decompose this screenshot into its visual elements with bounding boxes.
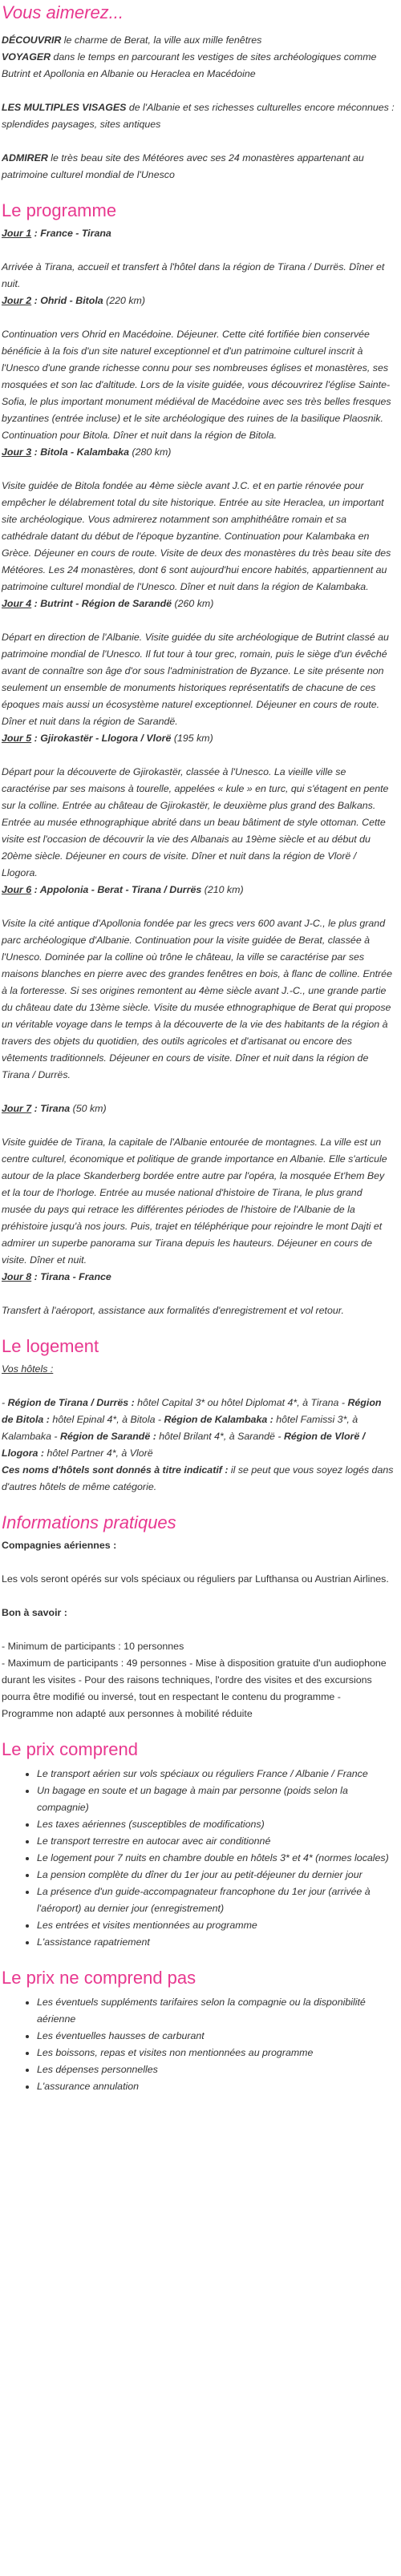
day-label: Jour 1 (2, 228, 32, 239)
day-distance: (195 km) (171, 733, 213, 744)
list-item: • Les dépenses personnelles (37, 2061, 395, 2078)
hotel-line-prefix: - (2, 1397, 8, 1408)
vous-aimerez-paragraph-3 (2, 150, 395, 184)
programme-day-title (2, 882, 395, 898)
infos-heading: Informations pratiques (2, 1512, 176, 1532)
day-label: Jour 5 (2, 733, 32, 744)
prix-comprend-list (2, 1766, 395, 1951)
programme-day-title (2, 225, 395, 242)
day-label: Jour 6 (2, 884, 32, 895)
day-description: Arrivée à Tirana, accueil et transfert à l'hôtel dans la région de Tirana / Durrës. Dîner et nuit. (2, 261, 385, 289)
day-title: : Appolonia - Berat - Tirana / Durrës (31, 884, 202, 895)
list-item: • La présence d'un guide-accompagnateur francophone du 1er jour (arrivée à l'aéroport) au dernier jour (enregistrement) (37, 1884, 395, 1917)
vous-aimerez-heading: Vous aimerez... (2, 2, 124, 22)
list-item: • Les taxes aériennes (susceptibles de modifications) (37, 1816, 395, 1833)
day-label: Jour 8 (2, 1271, 32, 1282)
vous-aimerez-section (2, 2, 395, 184)
vous-aimerez-paragraph-2 (2, 99, 395, 133)
programme-days (2, 225, 395, 1319)
day-description: Continuation vers Ohrid en Macédoine. Déjeuner. Cette cité fortifiée bien conservée bénéficie à la fois d'un site naturel exceptionnel et d'un patrimoine culturel inscrit à l'Unesco d'une grande richesse connu pour ses nombreuses églises et monastères, ses mosquées et son lac d'altitude. Lors de la visite guidée, vous découvrirez l'église Sainte-Sofia, le plus important monument médiéval de Macédoine avec ses très belles fresques byzantines (entrée incluse) et le site archéologique des ruines de la basilique Plaosnik. Continuation pour Bitola. Dîner et nuit dans la région de Bitola. (2, 329, 391, 441)
day-title: : Tirana (31, 1103, 71, 1114)
bon-a-savoir-line-2: - Maximum de participants : 49 personnes - Mise à disposition gratuite d'un audiophone durant les visites - Pour des raisons techniques, l'ordre des visites et des excursions pourra être modifié ou inversé, tout en respectant le contenu du programme - Programme non adapté aux personnes à mobilité réduite (2, 1657, 387, 1719)
compagnies-label (2, 1537, 395, 1554)
list-item: • Le transport terrestre en autocar avec air conditionné (37, 1833, 395, 1850)
bon-a-savoir-line-1: - Minimum de participants : 10 personnes (2, 1641, 184, 1652)
hotels-paragraph (2, 1395, 395, 1496)
hotel-text-kalambaka: hôtel Famissi 3*, à Kalambaka - (2, 1414, 358, 1442)
list-item: • Un bagage en soute et un bagage à main par personne (poids selon la compagnie) (37, 1783, 395, 1816)
programme-day-title (2, 730, 395, 747)
day-distance: (210 km) (201, 884, 244, 895)
day-description: Départ en direction de l'Albanie. Visite guidée du site archéologique de Butrint classé au patrimoine mondial de l'Unesco. Il fut tour à tour grec, romain, puis le siège d'un évêché avant de connaître son âge d'or sous l'administration de Byzance. Le site présente non seulement un ensemble de monuments historiques représentatifs de chacune de ces époques mais aussi un écosystème naturel exceptionnel. Déjeuner en cours de route. Dîner et nuit dans la région de Sarandë. (2, 632, 389, 727)
visages-text: de l'Albanie et ses richesses culturelles encore méconnues : splendides paysages, sites antiques (2, 102, 395, 130)
prix-ne-comprend-heading: Le prix ne comprend pas (2, 1968, 196, 1988)
day-description: Transfert à l'aéroport, assistance aux formalités d'enregistrement et vol retour. (2, 1305, 344, 1316)
programme-day-title (2, 596, 395, 612)
day-title: : Ohrid - Bitola (31, 295, 103, 306)
day-label: Jour 3 (2, 446, 32, 458)
list-item: • Les entrées et visites mentionnées au programme (37, 1917, 395, 1934)
visages-keyword: LES MULTIPLES VISAGES (2, 102, 127, 113)
hotel-region-sarande: Région de Sarandë : (60, 1431, 156, 1442)
list-item: • La pension complète du dîner du 1er jour au petit-déjeuner du dernier jour (37, 1867, 395, 1884)
hotel-region-kalambaka: Région de Kalambaka : (164, 1414, 273, 1425)
day-description: Visite guidée de Bitola fondée au 4ème siècle avant J.C. et en partie rénovée pour empêcher le délabrement total du site historique. Entrée au site Heraclea, un important site archéologique. Vous admirerez notamment son amphithéâtre romain et sa cathédrale datant du début de l'époque byzantine. Continuation pour Kalambaka en Grèce. Déjeuner en cours de route. Visite de deux des monastères du très beau site des Météores. Les 24 monastères, dont 6 sont aujourd'hui encore habités, appartiennent au patrimoine culturel mondial de l'Unesco. Dîner et nuit dans la région de Kalambaka. (2, 480, 391, 592)
admirer-text: le très beau site des Météores avec ses 24 monastères appartenant au patrimoine culturel mondial de l'Unesco (2, 152, 364, 180)
bon-a-savoir-label-text: Bon à savoir : (2, 1607, 67, 1618)
hotel-text-vlore: hôtel Partner 4*, à Vlorë (44, 1447, 153, 1459)
prix-comprend-section (2, 1738, 395, 1951)
hotel-text-tirana: hôtel Capital 3* ou hôtel Diplomat 4*, à Tirana - (134, 1397, 348, 1408)
logement-heading: Le logement (2, 1336, 99, 1356)
prix-ne-comprend-section (2, 1967, 395, 2095)
day-distance: (280 km) (129, 446, 172, 458)
logement-subheading: Vos hôtels : (2, 1363, 54, 1375)
bon-a-savoir-label (2, 1605, 395, 1621)
list-item: • L'assurance annulation (37, 2078, 395, 2095)
infos-section (2, 1512, 395, 1722)
admirer-keyword: ADMIRER (2, 152, 48, 164)
prix-ne-comprend-list (2, 1994, 395, 2095)
hotel-text-bitola: hôtel Epinal 4*, à Bitola - (49, 1414, 164, 1425)
day-label: Jour 7 (2, 1103, 32, 1114)
compagnies-label-text: Compagnies aériennes : (2, 1540, 117, 1551)
day-title: : Butrint - Région de Sarandë (31, 598, 172, 609)
day-distance: (220 km) (103, 295, 145, 306)
day-title: : Gjirokastër - Llogora / Vlorë (31, 733, 172, 744)
list-item: • Les éventuelles hausses de carburant (37, 2028, 395, 2045)
day-distance: (50 km) (70, 1103, 107, 1114)
decouvrir-keyword: DÉCOUVRIR (2, 34, 62, 46)
hotel-region-tirana: Région de Tirana / Durrës : (7, 1397, 135, 1408)
programme-day-title (2, 444, 395, 461)
list-item: • L'assistance rapatriement (37, 1934, 395, 1951)
day-title: : Tirana - France (31, 1271, 111, 1282)
day-description: Départ pour la découverte de Gjirokastër, classée à l'Unesco. La vieille ville se caractérise par ses maisons à tourelle, appelées « kule » en turc, qui s'étagent en pente sur la colline. Entrée au château de Gjirokastër, le deuxième plus grand des Balkans. Entrée au musée ethnographique abrité dans un beau bâtiment de style ottoman. Cette visite est l'occasion de découvrir la vie des Albanais au 19ème siècle et au début du 20ème siècle. Déjeuner en cours de visite. Dîner et nuit dans la région de Vlorë / Llogora. (2, 766, 389, 878)
day-title: : France - Tirana (31, 228, 111, 239)
logement-section (2, 1335, 395, 1496)
day-title: : Bitola - Kalambaka (31, 446, 130, 458)
voyager-text: dans le temps en parcourant les vestiges de sites archéologiques comme Butrint et Apollonia en Albanie ou Heraclea en Macédoine (2, 51, 377, 79)
voyager-keyword: VOYAGER (2, 51, 51, 63)
list-item: • Le logement pour 7 nuits en chambre double en hôtels 3* et 4* (normes locales) (37, 1850, 395, 1867)
day-description: Visite guidée de Tirana, la capitale de l'Albanie entourée de montagnes. La ville est un centre culturel, économique et politique de grande importance en Albanie. Elle s'articule autour de la place Skanderberg bordée entre autre par l'opéra, la mosquée Et'hem Bey et la tour de l'horloge. Entrée au musée national d'histoire de Tirana, le plus grand musée du pays qui retrace les différentes périodes de l'histoire de l'Albanie de la préhistoire jusqu'à nos jours. Puis, trajet en téléphérique pour rejoindre le mont Dajti et admirer un superbe panorama sur Tirana depuis les hauteurs. Déjeuner en cours de visite. Dîner et nuit. (2, 1137, 387, 1266)
day-distance: (260 km) (172, 598, 214, 609)
list-item: • Le transport aérien sur vols spéciaux ou réguliers France / Albanie / France (37, 1766, 395, 1783)
programme-day-title (2, 293, 395, 309)
vous-aimerez-paragraph-1 (2, 32, 395, 83)
programme-section (2, 200, 395, 1319)
day-description: Visite la cité antique d'Apollonia fondée par les grecs vers 600 avant J-C., le plus grand parc archéologique d'Albanie. Continuation pour la visite guidée de Berat, classée à l'Unesco. Dominée par la colline où trône le château, la ville se caractérise par ses maisons blanches en pierre avec des grandes fenêtres en bois, à flanc de colline. Entrée à la forteresse. Si ses origines remontent au 4ème siècle avant J.-C., une grande partie du château date du 13ème siècle. Visite du musée ethnographique de Berat qui propose un véritable voyage dans le temps à la découverte de la vie des habitants de la région à travers des objets du quotidien, des outils agricoles et d'artisanat ou encore des vêtements traditionnels. Déjeuner en cours de visite. Dîner et nuit dans la région de Tirana / Durrës. (2, 918, 392, 1080)
hotel-note-bold: Ces noms d'hôtels sont donnés à titre indicatif : (2, 1464, 229, 1476)
hotel-text-sarande: hôtel Brilant 4*, à Sarandë - (156, 1431, 284, 1442)
list-item: • Les boissons, repas et visites non mentionnées au programme (37, 2045, 395, 2061)
hotel-region-vlore: Région de Vlorë / Llogora : (2, 1431, 366, 1459)
programme-day-title (2, 1100, 395, 1117)
decouvrir-text: le charme de Berat, la ville aux mille fenêtres (61, 34, 262, 46)
programme-heading: Le programme (2, 200, 117, 220)
prix-comprend-heading: Le prix comprend (2, 1739, 138, 1759)
day-label: Jour 2 (2, 295, 32, 306)
list-item: • Les éventuels suppléments tarifaires selon la compagnie ou la disponibilité aérienne (37, 1994, 395, 2028)
programme-day-title (2, 1269, 395, 1286)
hotel-note-text: il se peut que vous soyez logés dans d'autres hôtels de même catégorie. (2, 1464, 394, 1492)
day-label: Jour 4 (2, 598, 32, 609)
compagnies-text: Les vols seront opérés sur vols spéciaux ou réguliers par Lufthansa ou Austrian Airlines. (2, 1573, 389, 1585)
hotel-region-bitola: Région de Bitola : (2, 1397, 382, 1425)
